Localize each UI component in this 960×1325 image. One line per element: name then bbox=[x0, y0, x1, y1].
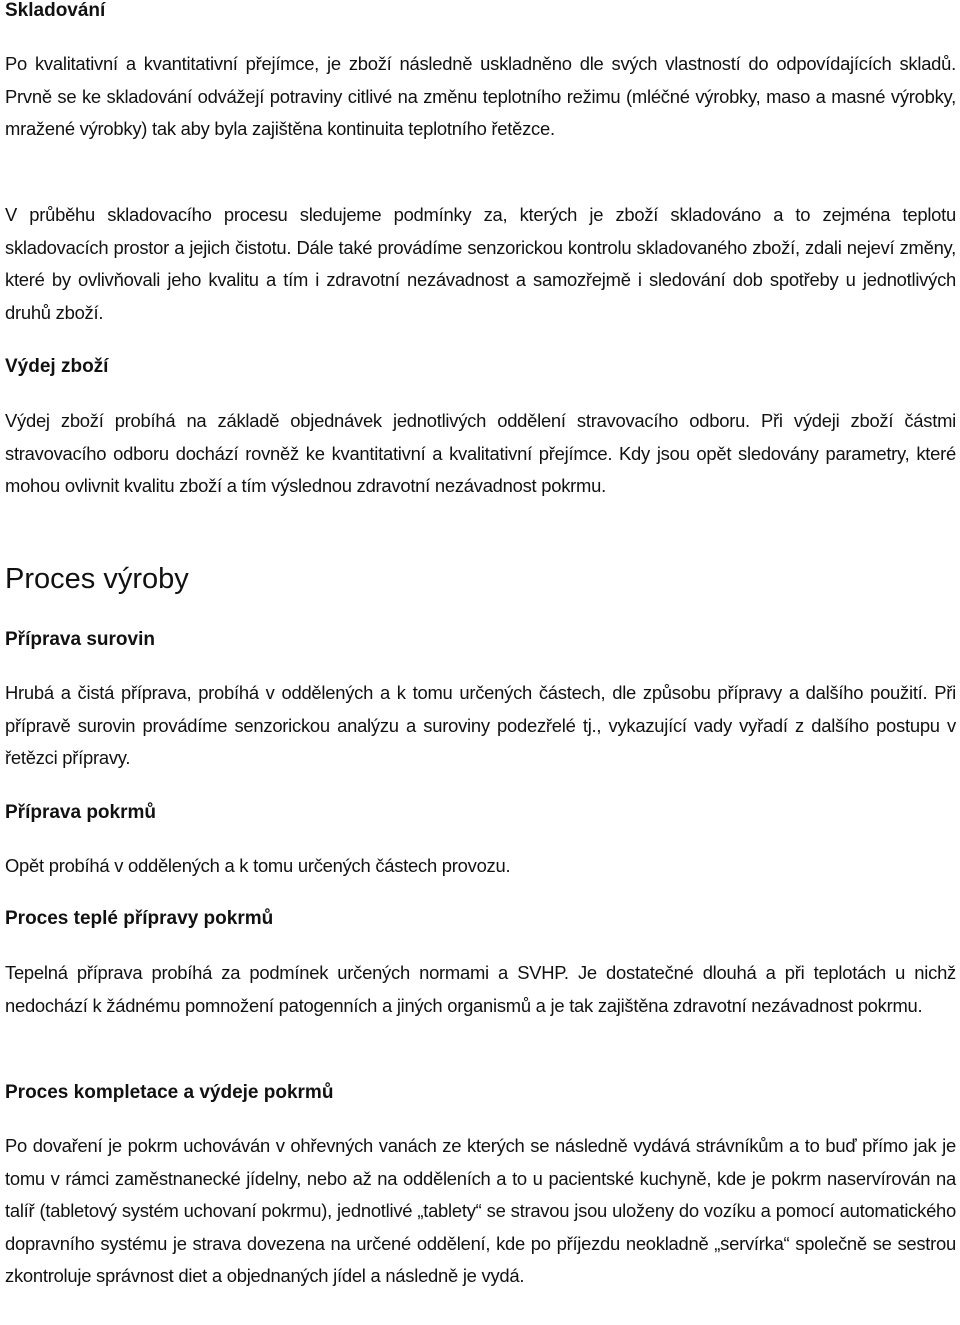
section-heading-tepla-priprava: Proces teplé přípravy pokrmů bbox=[5, 908, 274, 929]
section-heading-vydej-zbozi: Výdej zboží bbox=[5, 356, 109, 377]
paragraph-tepla-priprava: Tepelná příprava probíhá za podmínek určených normami a SVHP. Je dostatečné dlouhá a při teplotách u nichž nedochází k žádnému pomnožení patogenních a jiných organismů a je tak zajištěna zdravotní nezávadnost pokrmu. bbox=[5, 962, 956, 1016]
section-heading-priprava-surovin: Příprava surovin bbox=[5, 629, 155, 650]
section-heading-kompletace-vydej: Proces kompletace a výdeje pokrmů bbox=[5, 1082, 334, 1103]
paragraph-vydej-zbozi: Výdej zboží probíhá na základě objednávek jednotlivých oddělení stravovacího odboru. Při výdeji zboží částmi stravovacího odboru dochází rovněž ke kvantitativní a kvalitativní přejímce. Kdy jsou opět sledovány parametry, které mohou ovlivnit kvalitu zboží a tím výslednou zdravotní nezávadnost pokrmu. bbox=[5, 410, 956, 497]
paragraph-skladovani-2: V průběhu skladovacího procesu sledujeme podmínky za, kterých je zboží skladováno a to zejména teplotu skladovacích prostor a jejich čistotu. Dále také provádíme senzorickou kontrolu skladovaného zboží, zdali nejeví změny, které by ovlivňovali jeho kvalitu a tím i zdravotní nezávadnost a samozřejmě i sledování dob spotřeby u jednotlivých druhů zboží. bbox=[5, 204, 956, 323]
section-heading-skladovani: Skladování bbox=[5, 0, 106, 21]
paragraph-priprava-surovin: Hrubá a čistá příprava, probíhá v oddělených a k tomu určených částech, dle způsobu přípravy a dalšího použití. Při přípravě surovin provádíme senzorickou analýzu a suroviny podezřelé tj., vykazující vady vyřadí z dalšího postupu v řetězci přípravy. bbox=[5, 682, 956, 769]
paragraph-skladovani-1: Po kvalitativní a kvantitativní přejímce, je zboží následně uskladněno dle svých vlastností do odpovídajících skladů. Prvně se ke skladování odvážejí potraviny citlivé na změnu teplotního režimu (mléčné výrobky, maso a masné výrobky, mražené výrobky) tak aby byla zajištěna kontinuita teplotního řetězce. bbox=[5, 53, 956, 140]
paragraph-priprava-pokrmu: Opět probíhá v oddělených a k tomu určených částech provozu. bbox=[5, 855, 511, 876]
paragraph-kompletace-vydej: Po dovaření je pokrm uchováván v ohřevných vanách ze kterých se následně vydává strávníkům a to buď přímo jak je tomu v rámci zaměstnanecké jídelny, nebo až na odděleních a to u pacientské kuchyně, kde je pokrm naservírován na talíř (tabletový systém uchovaní pokrmu), jednotlivé „tablety“ se stravou jsou uloženy do vozíku a pomocí automatického dopravního systému je strava dovezena na určené oddělení, kde po příjezdu neokladně „servírka“ společně se sestrou zkontroluje správnost diet a objednaných jídel a následně je vydá. bbox=[5, 1135, 956, 1287]
section-heading-priprava-pokrmu: Příprava pokrmů bbox=[5, 802, 156, 823]
chapter-heading-proces-vyroby: Proces výroby bbox=[5, 563, 189, 595]
